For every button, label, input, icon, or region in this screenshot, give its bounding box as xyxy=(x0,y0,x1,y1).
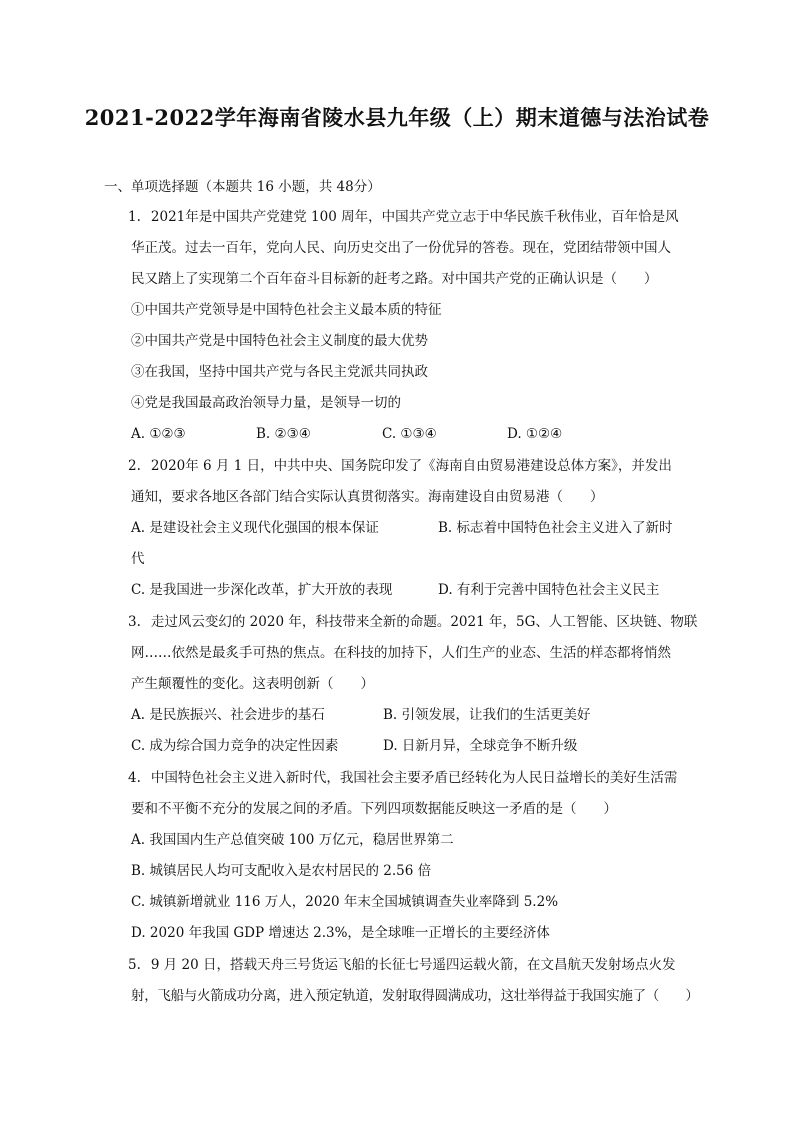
question-1-line-2: 华正茂。过去一百年，党向人民、向历史交出了一份优异的答卷。现在，党团结带领中国人 xyxy=(131,240,671,256)
statement-1: ①中国共产党领导是中国特色社会主义最本质的特征 xyxy=(131,302,442,318)
option-b: B. 引领发展，让我们的生活更美好 xyxy=(383,707,591,723)
exam-title: 2021-2022学年海南省陵水县九年级（上）期末道德与法治试卷 xyxy=(84,105,710,130)
section-heading: 一、单项选择题（本题共 16 小题，共 48分） xyxy=(104,179,381,195)
option-d: D. 有利于完善中国特色社会主义民主 xyxy=(438,582,660,598)
option-b: B. ②③④ xyxy=(256,426,311,442)
option-b: B. 城镇居民人均可支配收入是农村居民的 2.56 倍 xyxy=(131,863,432,879)
option-d: D. ①②④ xyxy=(507,426,563,442)
option-a: A. 是民族振兴、社会进步的基石 xyxy=(131,707,325,723)
option-d: D. 日新月异，全球竞争不断升级 xyxy=(383,738,578,754)
question-4-line-2: 要和不平衡不充分的发展之间的矛盾。下列四项数据能反映这一矛盾的是（ ） xyxy=(131,801,617,817)
option-b: B. 标志着中国特色社会主义进入了新时 xyxy=(438,520,673,536)
question-4-line-1: 4. 中国特色社会主义进入新时代，我国社会主要矛盾已经转化为人民日益增长的美好生活需 xyxy=(128,770,678,786)
question-5-line-2: 射，飞船与火箭成功分离，进入预定轨道，发射取得圆满成功，这壮举得益于我国实施了（ ） xyxy=(131,988,699,1004)
option-d: D. 2020 年我国 GDP 增速达 2.3%，是全球唯一正增长的主要经济体 xyxy=(131,925,550,941)
option-c: C. 是我国进一步深化改革，扩大开放的表现 xyxy=(131,582,393,598)
option-b-continuation: 代 xyxy=(131,551,145,567)
question-number: 3. xyxy=(128,614,141,630)
option-a: A. 我国国内生产总值突破 100 万亿元，稳居世界第二 xyxy=(131,832,454,848)
question-number: 2. xyxy=(128,458,141,474)
question-3-line-3: 产生颠覆性的变化。这表明创新（ ） xyxy=(131,676,374,692)
option-a: A. ①②③ xyxy=(131,426,186,442)
question-2-line-2: 通知，要求各地区各部门结合实际认真贯彻落实。海南建设自由贸易港（ ） xyxy=(131,489,604,505)
question-number: 5. xyxy=(128,957,141,973)
statement-4: ④党是我国最高政治领导力量，是领导一切的 xyxy=(131,395,401,411)
question-2-line-1: 2. 2020年 6 月 1 日，中共中央、国务院印发了《海南自由贸易港建设总体方案》，并发出 xyxy=(128,458,672,474)
option-c: C. 成为综合国力竞争的决定性因素 xyxy=(131,738,339,754)
question-number: 4. xyxy=(128,770,141,786)
question-3-line-1: 3. 走过风云变幻的 2020 年，科技带来全新的命题。2021 年，5G、人工智能、区块链、物联 xyxy=(128,614,698,630)
question-3-line-2: 网……依然是最炙手可热的焦点。在科技的加持下，人们生产的业态、生活的样态都将悄然 xyxy=(131,645,671,661)
statement-2: ②中国共产党是中国特色社会主义制度的最大优势 xyxy=(131,333,428,349)
question-1-line-1: 1. 2021年是中国共产党建党 100 周年，中国共产党立志于中华民族千秋伟业，百年恰是风 xyxy=(128,209,679,225)
option-c: C. 城镇新增就业 116 万人，2020 年末全国城镇调查失业率降到 5.2% xyxy=(131,894,559,910)
question-5-line-1: 5. 9 月 20 日，搭载天舟三号货运飞船的长征七号遥四运载火箭，在文昌航天发射场点火发 xyxy=(128,957,676,973)
statement-3: ③在我国，坚持中国共产党与各民主党派共同执政 xyxy=(131,364,428,380)
option-a: A. 是建设社会主义现代化强国的根本保证 xyxy=(131,520,379,536)
question-1-line-3: 民又踏上了实现第二个百年奋斗目标新的赶考之路。对中国共产党的正确认识是（ ） xyxy=(131,271,658,287)
option-c: C. ①③④ xyxy=(382,426,437,442)
question-number: 1. xyxy=(128,209,141,225)
